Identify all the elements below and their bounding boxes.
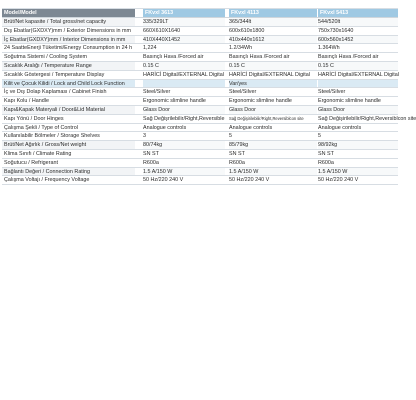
model-1-value: R600a [143, 159, 159, 166]
model-3-value: 600x560x1452 [318, 36, 398, 44]
header-model-2: FKvxl 4113 [229, 9, 317, 17]
model-2-value: 50 Hz/220 240 V [229, 177, 270, 184]
model-2-value: 410x440x1612 [229, 36, 317, 44]
model-1-value: Analogue controls [143, 124, 187, 131]
model-3-value: HARİCİ Digital/EXTERNAL Digital [318, 71, 399, 78]
model-3-value: R600a [318, 159, 334, 166]
model-3-value: Analogue controls [318, 124, 362, 131]
model-2-value: 600x610x1800 [229, 27, 265, 34]
model-1-value: 335/329LT [143, 18, 225, 26]
header-model-1: FKvxl 3613 [143, 9, 225, 17]
model-3-value: Basınçlı Hava /Forced air [318, 54, 379, 61]
model-2-value: Sağ Değişirilebilir/Right,Reversiblcon site [229, 115, 304, 121]
row-label: Brüt/Net Ağırlık / Gross/Net weight [2, 141, 135, 149]
model-3-value: 1.5 A/150 W [318, 168, 398, 176]
model-1-value: Basınçlı Hava /Forced air [143, 54, 204, 61]
model-1-value: SN ST [143, 150, 159, 157]
model-1-value: 80/74kg [143, 141, 225, 149]
row-label: 24 SaatteEnerji Tüketimi/Energy Consumption in 24 h [4, 45, 133, 52]
header-label: Model/Model [2, 9, 135, 17]
model-3-value: 1.364Wh [318, 45, 340, 52]
table-row [2, 18, 398, 27]
table-row [2, 106, 398, 115]
table-header-row [2, 9, 398, 18]
model-2-value: Basınçlı Hava /Forced air [229, 54, 290, 61]
row-label: İç Ebatlar(GXDXY)mm / Interior Dimensions in mm [2, 36, 135, 44]
table-row [2, 27, 398, 36]
table-row [2, 124, 398, 133]
model-1-value [143, 80, 225, 88]
model-2-value: 5 [229, 133, 232, 140]
model-2-value: Steel/Silver [229, 89, 257, 96]
row-label: Soğutucu / Refrigerant [4, 159, 58, 166]
model-3-value: Steel/Silver [318, 89, 346, 96]
model-1-value: 1,224 [143, 45, 157, 52]
model-1-value: Glass Door [143, 106, 225, 114]
model-3-value: Glass Door [318, 106, 398, 114]
model-1-value: 0.15 C [143, 62, 225, 70]
table-row [2, 53, 398, 62]
row-label: Kilit ve Çocuk Kilidi / Lock and Child Lock Function [2, 80, 135, 88]
table-row [2, 97, 398, 106]
table-row [2, 132, 398, 141]
table-row [2, 71, 398, 80]
model-3-value: 0.15 C [318, 62, 398, 70]
model-3-value: 50 Hz/220 240 V [318, 177, 359, 184]
row-label: Çalışma Şekli / Type of Control [4, 124, 78, 131]
row-label: Kullanılabilir Bölmeler / Storage Shelves [4, 133, 100, 140]
model-3-value [318, 80, 398, 88]
row-label: Klima Sınıfı / Climate Rating [4, 150, 72, 157]
model-3-value: 544/520lt [318, 18, 398, 26]
row-label: Kapı Yönü / Door Hinges [4, 115, 64, 122]
model-1-value: 1.5 A/150 W [143, 168, 225, 176]
model-3-value: SN ST [318, 150, 334, 157]
row-label: Dış Ebatlar(GXDXY)mm / Exterior Dimensions in mm [4, 27, 132, 34]
header-model-3: FKvxl 5413 [318, 9, 398, 17]
model-2-value: R600a [229, 159, 245, 166]
model-2-value: Analogue controls [229, 124, 273, 131]
model-2-value: Ergonomic slimline handle [229, 98, 292, 105]
table-row [2, 159, 398, 168]
row-label: Brüt/Net kapasite / Total gross/net capacity [2, 18, 135, 26]
model-2-value: SN ST [229, 150, 245, 157]
model-2-value: Glass Door [229, 106, 317, 114]
spec-table [2, 4, 416, 185]
row-label: Kapı Kolu / Handle [4, 98, 49, 105]
table-row [2, 36, 398, 45]
model-1-value: Steel/Silver [143, 89, 171, 96]
model-1-value: 410X440X1452 [143, 36, 225, 44]
model-2-value: 85/79kg [229, 141, 317, 149]
table-row [2, 150, 398, 159]
model-3-value: 5 [318, 133, 321, 140]
model-3-value: 750x730x1640 [318, 27, 354, 34]
model-1-value: HARİCİ Digital/EXTERNAL Digital [143, 71, 224, 78]
model-3-value: Sağ Değişirilebilir/Right,Reversiblcon site [318, 115, 416, 122]
table-row [2, 141, 398, 150]
model-3-value: 98/92kg [318, 141, 398, 149]
row-label: Çalışma Voltajı / Frequency Voltage [4, 177, 90, 184]
row-label: Soğutma Sistemi / Cooling System [4, 54, 87, 61]
row-label: Sıcaklık Göstergesi / Temperature Display [4, 71, 105, 78]
row-label: İç ve Dış Dolap Kaplaması / Cabinet Finish [4, 89, 107, 96]
table-body [2, 18, 416, 185]
model-1-value: 660X610X1640 [143, 27, 181, 34]
model-2-value: Var/yes [229, 80, 317, 88]
model-1-value: 50 Hz/220 240 V [143, 177, 184, 184]
model-1-value: Ergonomic slimline handle [143, 98, 206, 105]
model-2-value: 1.2/34Wh [229, 45, 253, 52]
table-row [2, 115, 416, 124]
model-3-value: Ergonomic slimline handle [318, 98, 381, 105]
model-2-value: 365/344lt [229, 18, 317, 26]
model-2-value: 1.5 A/150 W [229, 168, 317, 176]
table-row [2, 44, 398, 53]
table-row [2, 80, 398, 89]
row-label: Kapı&Kapak Materyali / Door&Lid Material [2, 106, 135, 114]
model-2-value: 0.15 C [229, 62, 317, 70]
model-1-value: Sağ Değişrilebilir/Right,Reversible [143, 115, 225, 122]
model-1-value: 3 [143, 133, 146, 140]
table-row [2, 176, 398, 185]
model-2-value: HARİCİ Digital/EXTERNAL Digital [229, 71, 310, 78]
table-row [2, 168, 398, 177]
row-label: Bağlantı Değeri / Connection Rating [2, 168, 135, 176]
row-label: Sıcaklık Aralığı / Temperature Range [2, 62, 135, 70]
table-row [2, 62, 398, 71]
table-row [2, 88, 398, 97]
